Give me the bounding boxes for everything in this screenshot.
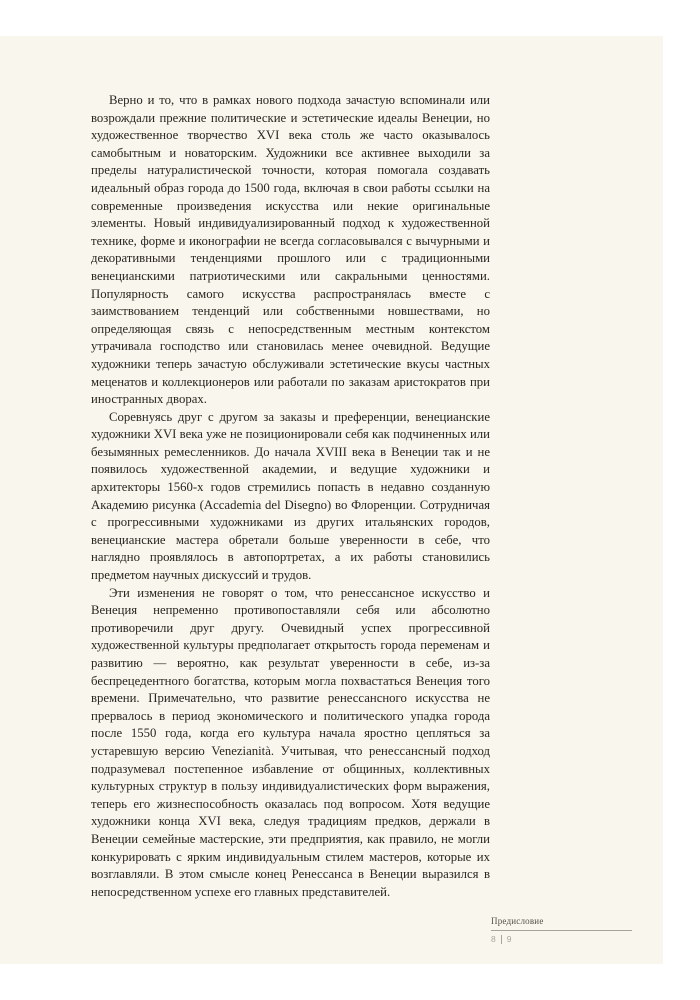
body-text xyxy=(91,92,490,901)
page-number-left: 8 xyxy=(491,934,496,944)
page-number-right: 9 xyxy=(506,934,512,944)
running-section-title: Предисловие xyxy=(491,916,632,931)
page-number-divider xyxy=(501,935,502,944)
paragraph-1: Верно и то, что в рамках нового подхода зачастую вспоминали или возрождали прежние политические и эстетические идеалы Венеции, но художественное творчество XVI века столь же часто оказывалось самобытным и новаторским. Художники все активнее выходили за пределы натуралистической точности, которая помогала создавать идеальный образ города до 1500 года, включая в свои работы ссылки на современные произведения искусства или некие оригинальные элементы. Новый индивидуализированный подход к художественной технике, форме и иконографии не всегда согласовывался с вычурными и декоративными тенденциями прошлого или с традиционными венецианскими патриотическими или сакральными ценностями. Популярность самого искусства распространялась вместе с заимствованием тенденций или собственными новшествами, но определяющая связь с непосредственным местным контекстом утрачивала господство или становилась менее очевидной. Ведущие художники теперь зачастую обслуживали эстетические вкусы частных меценатов и коллекционеров или работали по заказам аристократов при иностранных дворах. xyxy=(91,93,490,407)
page-footer xyxy=(491,916,632,944)
paragraph-2: Соревнуясь друг с другом за заказы и преференции, венецианские художники XVI века уже не позиционировали себя как подчиненных или безымянных ремесленников. До начала XVIII века в Венеции так и не появилось художественной академии, и ведущие художники и архитекторы 1560-х годов стремились попасть в недавно созданную Академию рисунка (Accademia del Disegno) во Флоренции. Сотрудничая с прогрессивными художниками из других итальянских городов, венецианские мастера обретали больше уверенности в себе, что наглядно проявлялось в автопортретах, а их работы становились предметом научных дискуссий и трудов. xyxy=(91,409,490,583)
paragraph-3: Эти изменения не говорят о том, что ренессансное искусство и Венеция непременно противопоставляли себя или абсолютно противоречили друг другу. Очевидный успех прогрессивной художественной культуры предполагает открытость города переменам и развитию — вероятно, как результат уверенности в себе, из-за беспрецедентного богатства, которым могла похвастаться Венеция того времени. Примечательно, что развитие ренессансного искусства не прервалось в период экономического и политического упадка города после 1550 года, когда его культура начала яростно цепляться за устаревшую версию Venezianità. Учитывая, что ренессансный подход подразумевал постепенное избавление от общинных, коллективных культурных структур в пользу индивидуалистических форм выражения, теперь его жизнеспособность оказалась под вопросом. Хотя ведущие художники конца XVI века, следуя традициям предков, держали в Венеции семейные мастерские, эти предприятия, как правило, не могли конкурировать с ярким индивидуальным стилем мастеров, которые их возглавляли. В этом смысле конец Ренессанса в Венеции выразился в непосредственном успехе его главных представителей. xyxy=(91,585,490,899)
book-page xyxy=(0,36,663,964)
page-numbers xyxy=(491,934,632,944)
